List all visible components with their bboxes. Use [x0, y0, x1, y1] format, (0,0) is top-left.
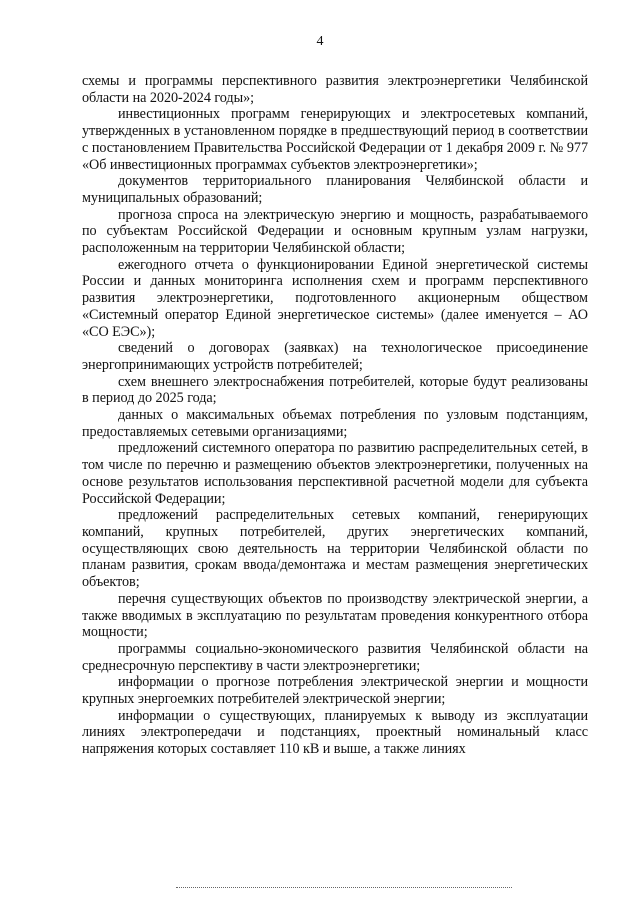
paragraph: инвестиционных программ генерирующих и электросетевых компаний, утвержденных в установленном порядке в предшествующий период в соответствии с постановлением Правительства Российской Федерации от 1 декабря 2009 г. № 977 «Об инвестиционных программах субъектов электроэнергетики»; [82, 106, 588, 173]
paragraph: предложений распределительных сетевых компаний, генерирующих компаний, крупных потребителей, других энергетических компаний, осуществляющих свою деятельность на территории Челябинской области по планам развития, срокам ввода/демонтажа и местам размещения энергетических объектов; [82, 507, 588, 591]
paragraph: схем внешнего электроснабжения потребителей, которые будут реализованы в период до 2025 года; [82, 373, 588, 407]
paragraph: программы социально-экономического развития Челябинской области на среднесрочную перспективу в части электроэнергетики; [82, 640, 588, 674]
paragraph: информации о существующих, планируемых к выводу из эксплуатации линиях электропередачи и подстанциях, проектный номинальный класс напряжения которых составляет 110 кВ и выше, а также линиях [82, 707, 588, 758]
paragraph: схемы и программы перспективного развития электроэнергетики Челябинской области на 2020-2024 годы»; [82, 73, 588, 106]
page-number: 4 [316, 34, 324, 49]
paragraph: данных о максимальных объемах потребления по узловым подстанциям, предоставляемых сетевыми организациями; [82, 407, 588, 440]
paragraph: информации о прогнозе потребления электрической энергии и мощности крупных энергоемких потребителей электрической энергии; [82, 674, 588, 708]
paragraph: предложений системного оператора по развитию распределительных сетей, в том числе по перечню и размещению объектов электроэнергетики, полученных на основе результатов использования перспективной расчетной модели для субъекта Российской Федерации; [82, 440, 588, 507]
paragraph: прогноза спроса на электрическую энергию и мощность, разрабатываемого по субъектам Российской Федерации и основным крупным узлам нагрузки, расположенным на территории Челябинской области; [82, 206, 588, 257]
footer-divider [176, 887, 512, 888]
paragraph: сведений о договорах (заявках) на технологическое присоединение энергопринимающих устройств потребителей; [82, 340, 588, 373]
paragraph: перечня существующих объектов по производству электрической энергии, а также вводимых в эксплуатацию по результатам проведения конкурентного отбора мощности; [82, 590, 588, 641]
paragraph: документов территориального планирования Челябинской области и муниципальных образований; [82, 173, 588, 206]
paragraph: ежегодного отчета о функционировании Единой энергетической системы России и данных мониторинга исполнения схем и программ перспективного развития электроэнергетики, подготовленного акционерным обществом «Системный оператор Единой энергетическое системы» (далее именуется – АО «СО ЕЭС»); [82, 256, 588, 340]
document-body [82, 73, 588, 758]
